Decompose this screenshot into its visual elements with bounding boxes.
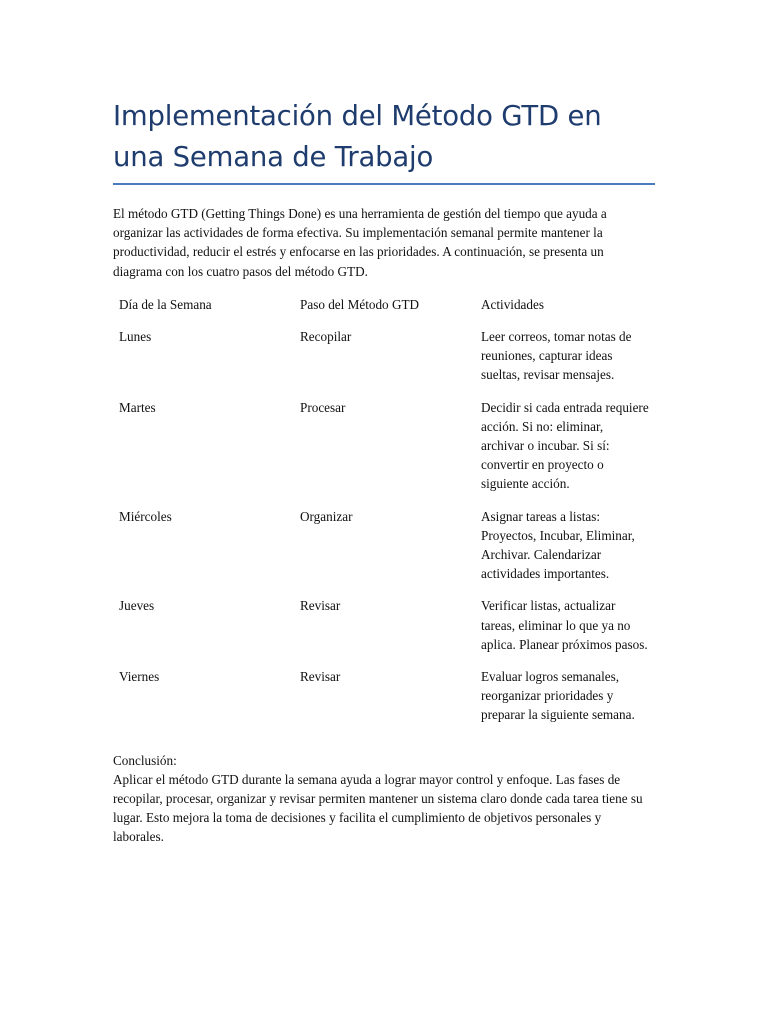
table-row — [113, 507, 655, 597]
conclusion-paragraph: Aplicar el método GTD durante la semana ayuda a lograr mayor control y enfoque. Las fases de recopilar, procesar, organizar y revisar permiten mantener un sistema claro donde cada tarea tiene su lugar. Esto mejora la toma de decisiones y facilita el cumplimiento de objetivos personales y laborales. — [113, 771, 643, 845]
conclusion-heading: Conclusión: — [113, 752, 177, 768]
cell-step: Revisar — [300, 598, 341, 614]
cell-day: Martes — [119, 399, 156, 415]
intro-paragraph: El método GTD (Getting Things Done) es una herramienta de gestión del tiempo que ayuda a organizar las actividades de forma efectiva. Su implementación semanal permite mantener la productividad, reducir el estrés y enfocarse en las prioridades. A continuación, se presenta un diagrama con los cuatro pasos del método GTD. — [113, 206, 607, 279]
cell-step: Recopilar — [300, 329, 352, 345]
document-title: Implementación del Método GTD en una Semana de Trabajo — [113, 100, 602, 173]
table-row — [113, 398, 655, 507]
title-underline — [113, 183, 655, 185]
cell-day: Lunes — [119, 329, 152, 345]
cell-activities: Asignar tareas a listas: Proyectos, Incubar, Eliminar, Archivar. Calendarizar actividades importantes. — [481, 508, 635, 582]
cell-activities: Decidir si cada entrada requiere acción. Si no: eliminar, archivar o incubar. Si sí: convertir en proyecto o siguiente acción. — [481, 399, 649, 492]
gtd-week-table — [113, 295, 655, 738]
cell-day: Jueves — [119, 598, 155, 614]
document-page — [113, 96, 655, 847]
table-row — [113, 327, 655, 398]
conclusion-section — [113, 751, 655, 847]
cell-step: Revisar — [300, 669, 341, 685]
cell-step: Organizar — [300, 508, 353, 524]
cell-activities: Leer correos, tomar notas de reuniones, capturar ideas sueltas, revisar mensajes. — [481, 329, 632, 383]
cell-day: Miércoles — [119, 508, 172, 524]
header-step: Paso del Método GTD — [300, 296, 420, 312]
cell-activities: Verificar listas, actualizar tareas, eliminar lo que ya no aplica. Planear próximos pasos. — [481, 598, 648, 652]
header-day: Día de la Semana — [119, 296, 212, 312]
table-row — [113, 667, 655, 738]
table-row — [113, 596, 655, 667]
cell-activities: Evaluar logros semanales, reorganizar prioridades y preparar la siguiente semana. — [481, 669, 635, 723]
cell-day: Viernes — [119, 669, 160, 685]
header-activities: Actividades — [481, 296, 544, 312]
table-header-row — [113, 295, 655, 327]
cell-step: Procesar — [300, 399, 346, 415]
